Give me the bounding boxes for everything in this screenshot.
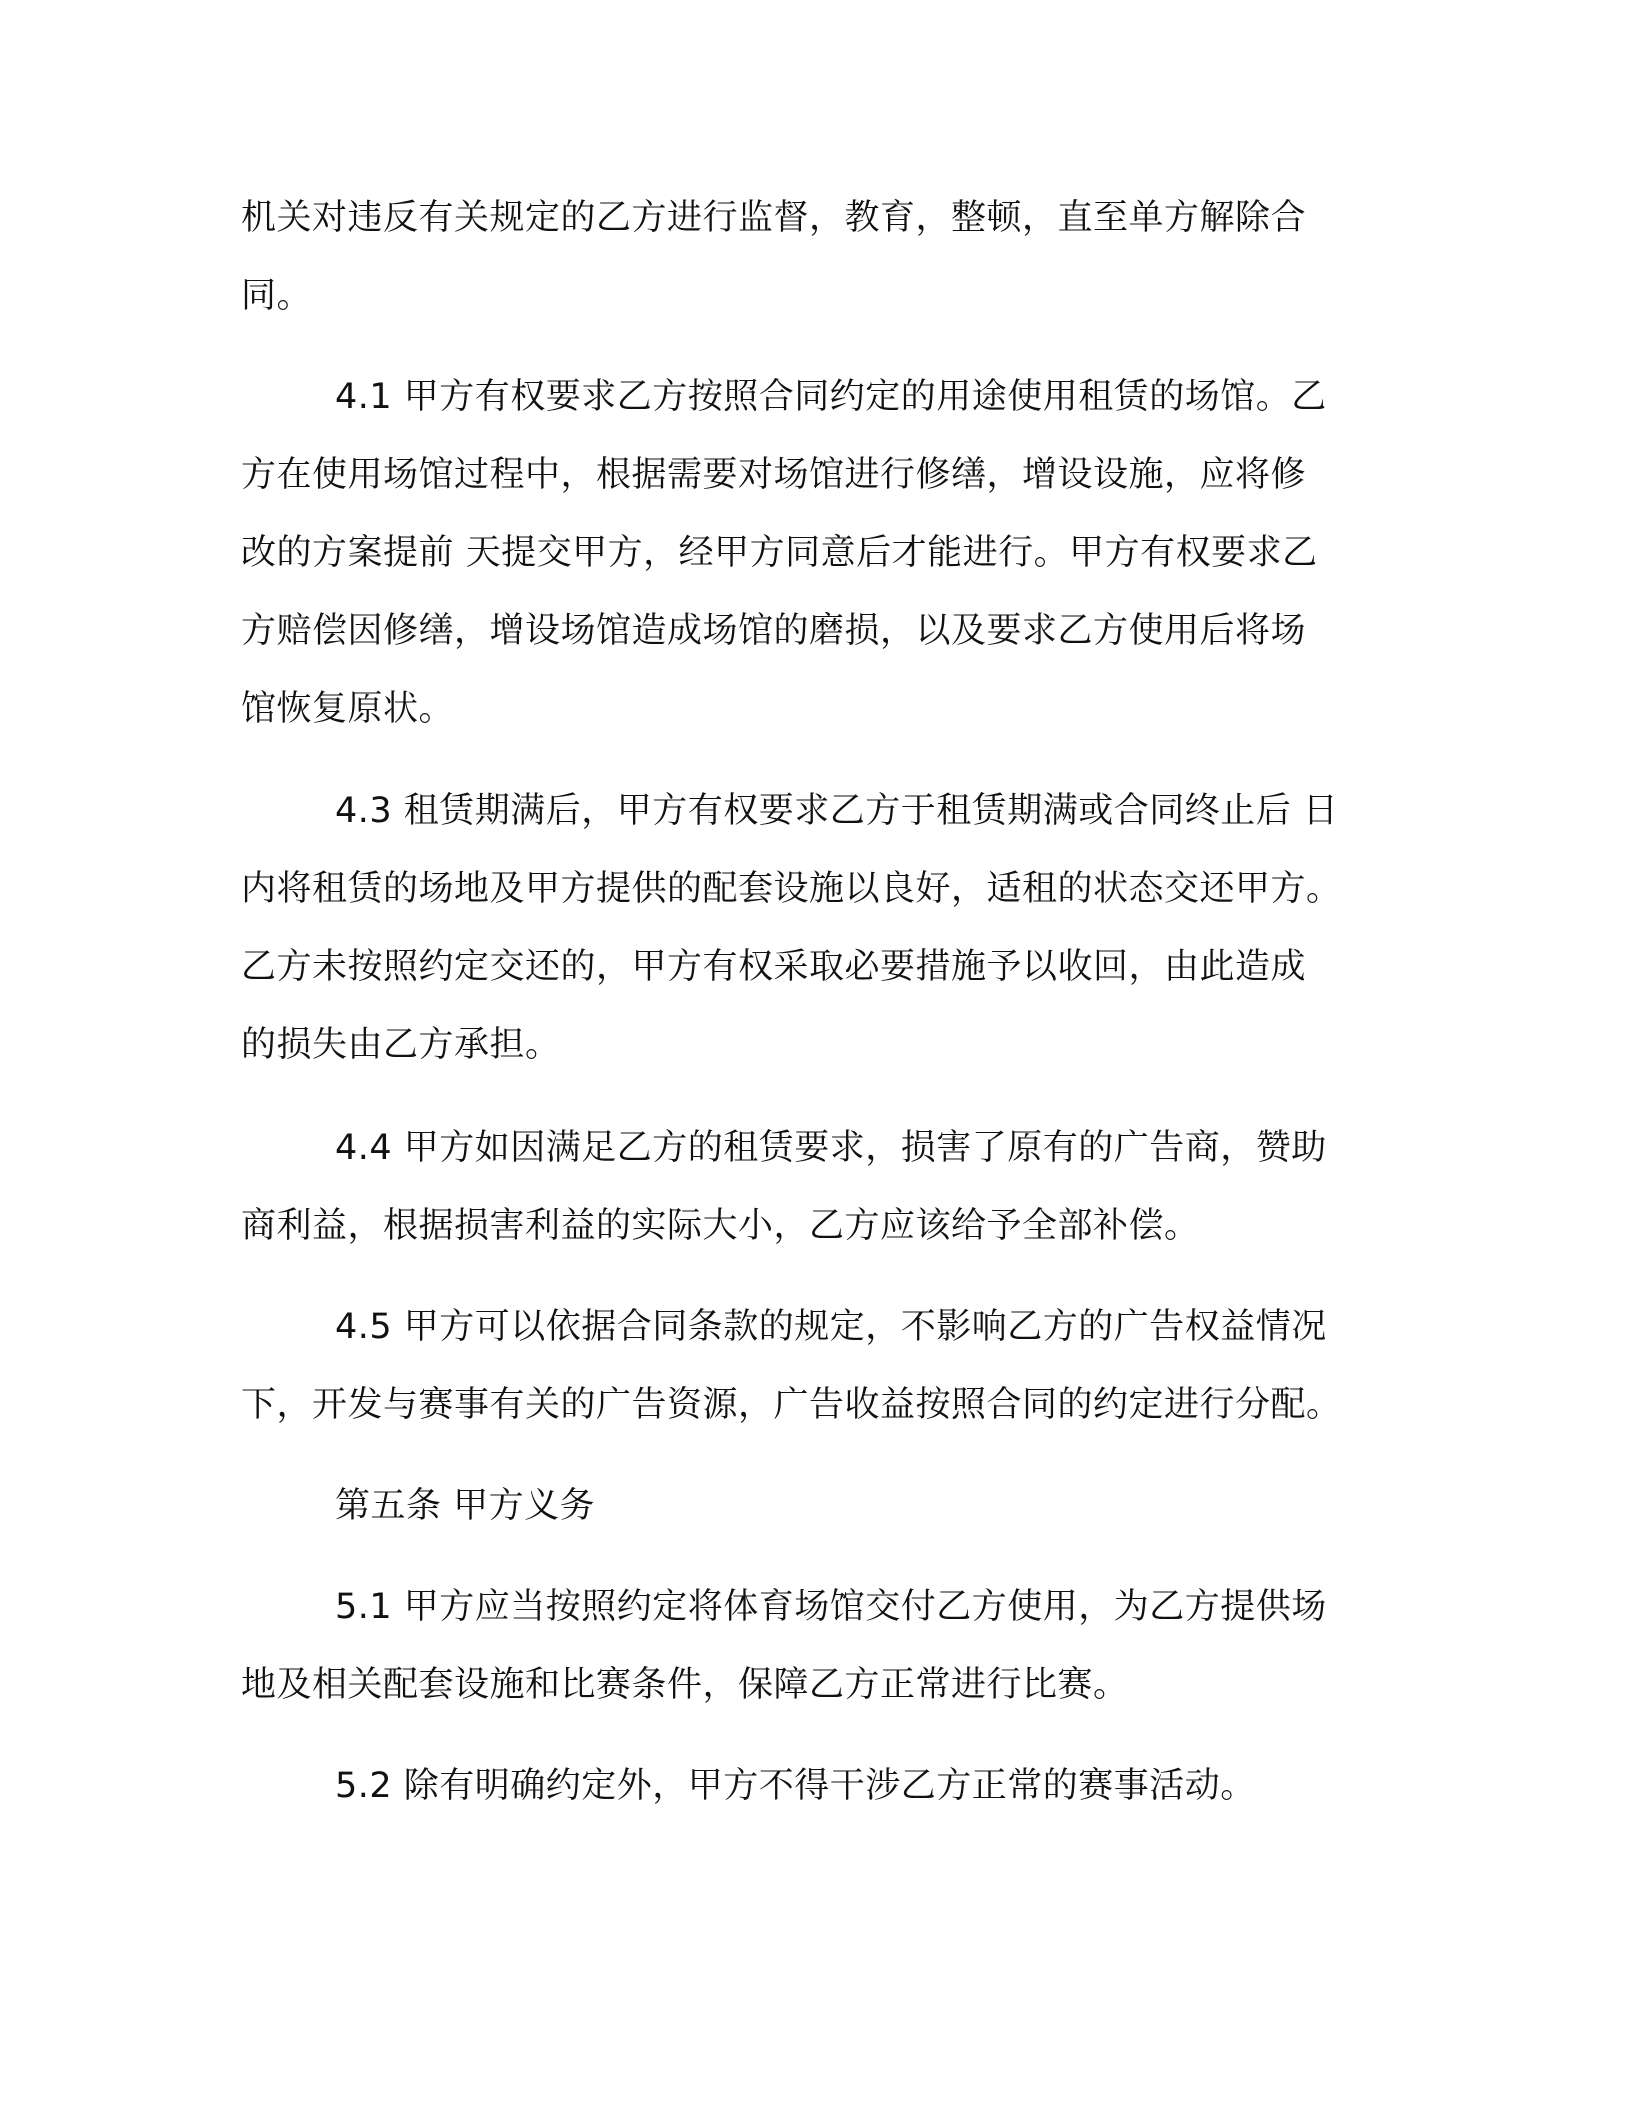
paragraph-line: 4.5 甲方可以依据合同条款的规定，不影响乙方的广告权益情况 [335,1307,1327,1347]
paragraph-line: 改的方案提前 天提交甲方，经甲方同意后才能进行。甲方有权要求乙 [241,533,1318,573]
paragraph-line: 乙方未按照约定交还的，甲方有权采取必要措施予以收回，由此造成 [241,947,1307,987]
paragraph-4-4 [241,1109,1391,1265]
paragraph-line: 5.1 甲方应当按照约定将体育场馆交付乙方使用，为乙方提供场 [335,1587,1327,1627]
paragraph-4-3 [241,772,1391,1084]
paragraph-line: 商利益，根据损害利益的实际大小，乙方应该给予全部补偿。 [241,1206,1200,1246]
paragraph-line: 机关对违反有关规定的乙方进行监督，教育，整顿，直至单方解除合 [241,198,1307,238]
paragraph-line: 4.1 甲方有权要求乙方按照合同约定的用途使用租赁的场馆。乙 [335,377,1327,417]
article-5-heading [241,1467,1391,1545]
paragraph-line: 方在使用场馆过程中，根据需要对场馆进行修缮，增设设施，应将修 [241,455,1307,495]
paragraph-line: 4.3 租赁期满后，甲方有权要求乙方于租赁期满或合同终止后 日 [335,791,1339,831]
paragraph-5-2 [241,1747,1391,1825]
paragraph-5-1 [241,1568,1391,1724]
paragraph-line: 4.4 甲方如因满足乙方的租赁要求，损害了原有的广告商，赞助 [335,1128,1327,1168]
paragraph-line: 内将租赁的场地及甲方提供的配套设施以良好，适租的状态交还甲方。 [241,869,1342,909]
paragraph-line: 方赔偿因修缮，增设场馆造成场馆的磨损，以及要求乙方使用后将场 [241,611,1307,651]
paragraph-line: 地及相关配套设施和比赛条件，保障乙方正常进行比赛。 [241,1665,1129,1705]
paragraph-line: 同。 [241,276,313,316]
paragraph-line: 的损失由乙方承担。 [241,1025,561,1065]
paragraph-line: 馆恢复原状。 [241,689,455,729]
paragraph-continuation [241,179,1391,335]
paragraph-4-5 [241,1288,1391,1444]
paragraph-4-1 [241,358,1391,748]
paragraph-line: 5.2 除有明确约定外，甲方不得干涉乙方正常的赛事活动。 [335,1766,1256,1806]
section-heading: 第五条 甲方义务 [335,1486,596,1526]
paragraph-line: 下，开发与赛事有关的广告资源，广告收益按照合同的约定进行分配。 [241,1385,1342,1425]
